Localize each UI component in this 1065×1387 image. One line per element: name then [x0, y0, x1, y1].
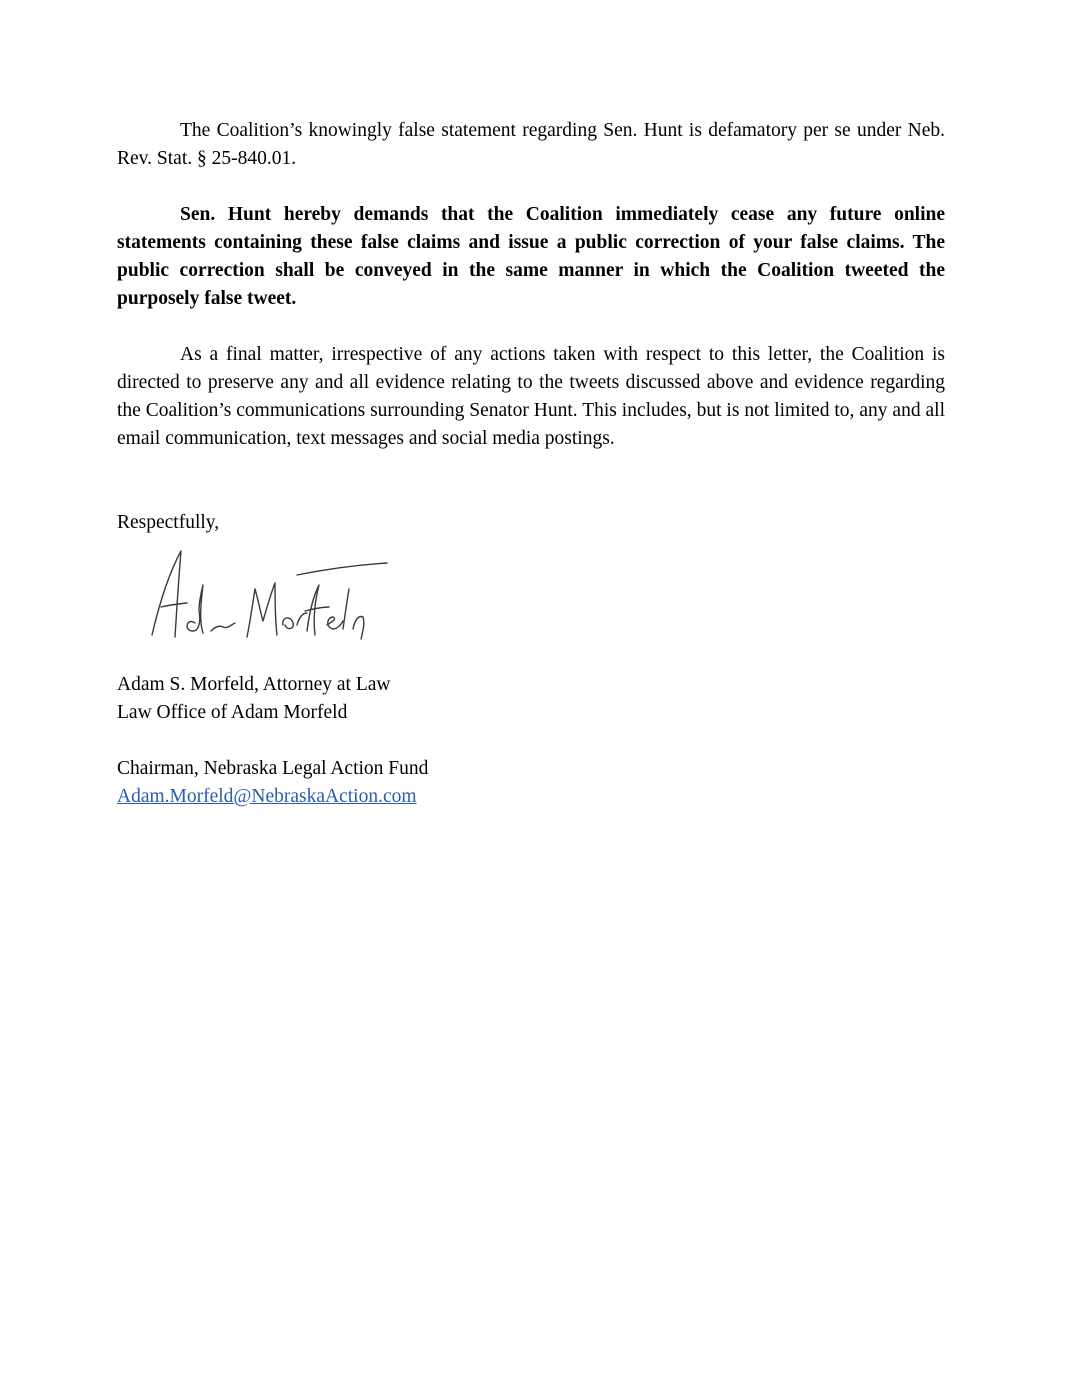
signer-email-link[interactable]: Adam.Morfeld@NebraskaAction.com — [117, 786, 417, 807]
signer-role: Chairman, Nebraska Legal Action Fund — [117, 758, 429, 779]
paragraph-defamation: The Coalition’s knowingly false statement regarding Sen. Hunt is defamatory per se under Neb. Rev. Stat. § 25-840.01. — [117, 120, 945, 169]
signer-name-title: Adam S. Morfeld, Attorney at Law — [117, 674, 391, 695]
paragraph-demand: Sen. Hunt hereby demands that the Coalition immediately cease any future online statements containing these false claims and issue a public correction of your false claims. The public correction shall be conveyed in the same manner in which the Coalition tweeted the purposely false tweet. — [117, 204, 945, 309]
signer-office: Law Office of Adam Morfeld — [117, 702, 348, 723]
signer-block — [117, 671, 945, 811]
handwritten-signature — [117, 539, 417, 665]
paragraph-preserve-evidence: As a final matter, irrespective of any actions taken with respect to this letter, the Coalition is directed to preserve any and all evidence relating to the tweets discussed above and evidence regarding the Coalition’s communications surrounding Senator Hunt. This includes, but is not limited to, any and all email communication, text messages and social media postings. — [117, 344, 945, 449]
signature-icon — [147, 545, 397, 655]
closing-salutation: Respectfully, — [117, 512, 220, 533]
letter-body — [117, 117, 945, 811]
